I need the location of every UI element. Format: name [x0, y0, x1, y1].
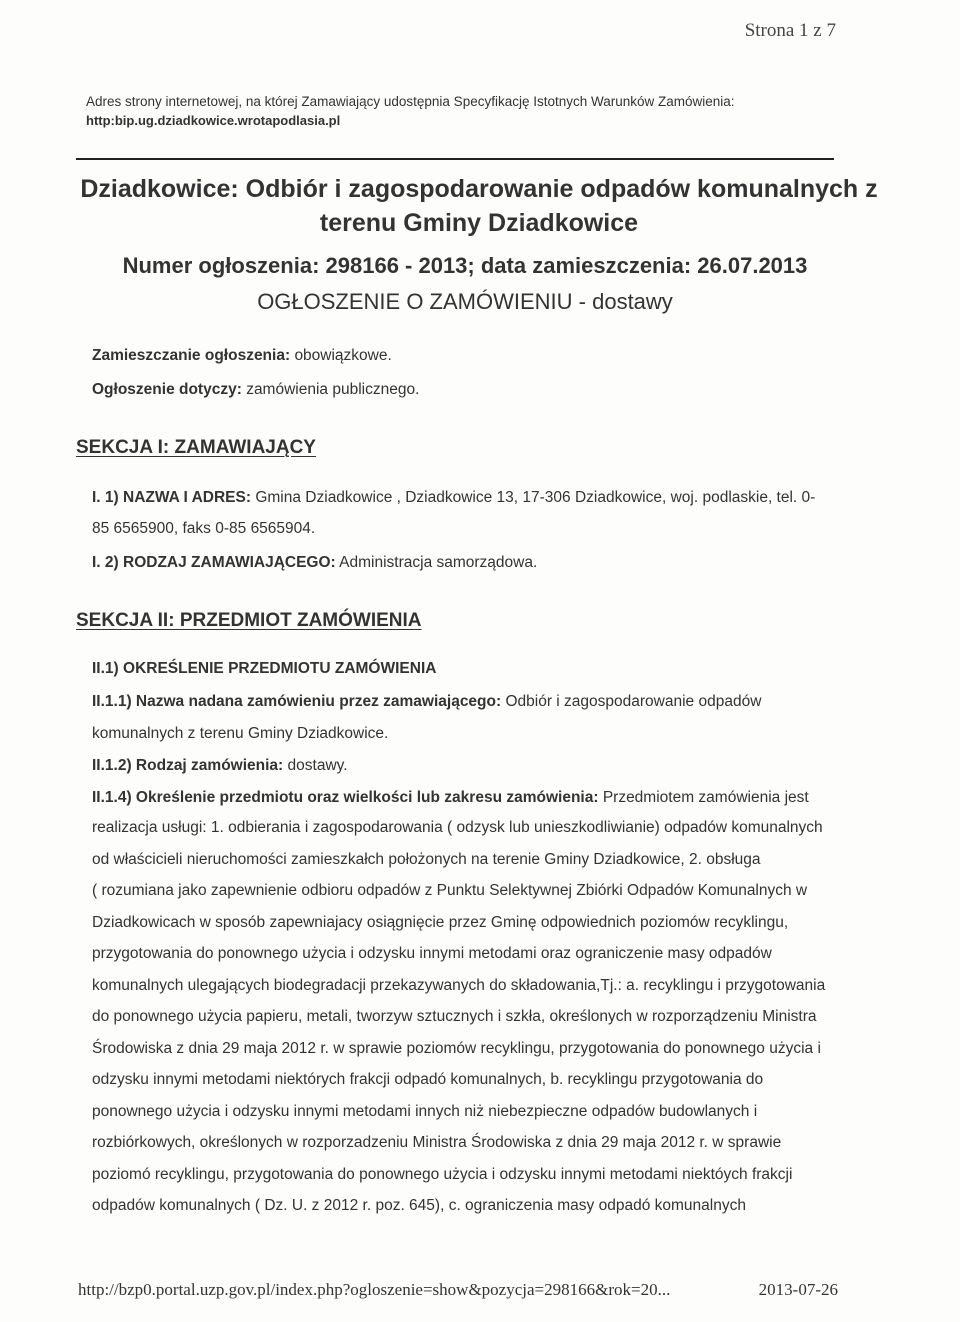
notice-title: Dziadkowice: Odbiór i zagospodarowanie odpadów komunalnych z	[80, 175, 878, 203]
order-name-value: Odbiór i zagospodarowanie odpadów	[505, 693, 762, 710]
scope-line: Środowiska z dnia 29 maja 2012 r. w sprawie poziomów recyklingu, przygotowania do ponownego użycia i	[92, 1039, 821, 1057]
scope-line: komunalnych ulegających biodegradacji przekazywanych do składowania,Tj.: a. recyklingu i przygotowania	[92, 976, 826, 994]
placement-row	[92, 346, 852, 366]
footer-date: 2013-07-26	[758, 1280, 838, 1299]
order-kind-row	[92, 756, 852, 776]
intro-text: Adres strony internetowej, na której Zamawiający udostępnia Specyfikację Istotnych Warunków Zamówienia:	[86, 94, 735, 109]
scope-line: odzysku innymi metodami niektórych frakcji odpadó komunalnych, b. recyklingu przygotowania do	[92, 1071, 764, 1088]
scope-line: poziomó recyklingu, przygotowania do ponownego użycia i odzysku innymi metodami niektóych frakcji	[92, 1165, 793, 1183]
order-scope-paragraph	[92, 812, 852, 1222]
placement-label: Zamieszczanie ogłoszenia:	[92, 347, 291, 364]
address-line2: 85 6565900, faks 0-85 6565904.	[92, 520, 316, 537]
order-name-row	[92, 692, 852, 712]
scope-line: rozbiórkowych, określonych w rozporzadzeniu Ministra Środowiska z dnia 29 maja 2012 r. w sprawie	[92, 1134, 782, 1151]
scope-line: realizacja usługi: 1. odbierania i zagospodarowania ( odzysk lub unieszkodliwianie) odpadów komunalnych	[92, 819, 823, 836]
concerns-label: Ogłoszenie dotyczy:	[92, 381, 242, 398]
notice-type: OGŁOSZENIE O ZAMÓWIENIU - dostawy	[257, 289, 673, 314]
order-scope-label: II.1.4) Określenie przedmiotu oraz wielkości lub zakresu zamówienia:	[92, 789, 599, 806]
order-scope-value: Przedmiotem zamówienia jest	[602, 789, 809, 806]
concerns-value: zamówienia publicznego.	[246, 381, 420, 398]
notice-title-line2: terenu Gminy Dziadkowice	[319, 209, 639, 237]
scope-line: Dziadkowicach w sposób zapewniajacy osiągnięcie przez Gminę odpowiednich poziomów recyklingu,	[92, 913, 789, 931]
subject-subheading: II.1) OKREŚLENIE PRZEDMIOTU ZAMÓWIENIA	[92, 660, 437, 677]
order-kind-value: dostawy.	[287, 757, 348, 774]
authority-type-row	[92, 553, 852, 573]
notice-number: Numer ogłoszenia: 298166 - 2013; data zamieszczenia: 26.07.2013	[122, 253, 808, 278]
concerns-row	[92, 380, 852, 400]
intro-block	[86, 92, 735, 130]
placement-value: obowiązkowe.	[294, 347, 392, 364]
scope-line: przygotowania do ponownego użycia i odzysku innymi metodami oraz ograniczenie masy odpadów	[92, 945, 772, 962]
address-label: I. 1) NAZWA I ADRES:	[92, 489, 252, 506]
divider	[76, 158, 834, 160]
scope-line: ponownego użycia i odzysku innymi metodami innych niż niebezpieczne odpadów budowlanych i	[92, 1102, 758, 1120]
footer-url[interactable]: http://bzp0.portal.uzp.gov.pl/index.php?ogloszenie=show&pozycja=298166&rok=20...	[78, 1280, 671, 1299]
scope-line: do ponownego użycia papieru, metali, tworzyw sztucznych i szkła, określonych w rozporządzeniu Ministra	[92, 1008, 817, 1025]
notice-title-block	[0, 172, 930, 318]
page-footer	[78, 1280, 838, 1300]
scope-line: odpadów komunalnych ( Dz. U. z 2012 r. poz. 645), c. ograniczenia masy odpadó komunalnych	[92, 1197, 746, 1214]
order-name-label: II.1.1) Nazwa nadana zamówieniu przez zamawiającego:	[92, 693, 502, 710]
order-scope-row	[92, 788, 852, 808]
scope-line: od właścicieli nieruchomości zamieszkałch położonych na terenie Gminy Dziadkowice, 2. obsługa	[92, 850, 761, 868]
authority-type-label: I. 2) RODZAJ ZAMAWIAJĄCEGO:	[92, 554, 336, 571]
authority-type-value: Administracja samorządowa.	[339, 554, 538, 571]
scope-line: ( rozumiana jako zapewnienie odbioru odpadów z Punktu Selektywnej Zbiórki Odpadów Komunalnych w	[92, 882, 808, 899]
section-1-heading: SEKCJA I: ZAMAWIAJĄCY	[76, 437, 316, 458]
bip-url[interactable]: http:bip.ug.dziadkowice.wrotapodlasia.pl	[86, 112, 341, 128]
order-name-line2: komunalnych z terenu Gminy Dziadkowice.	[92, 725, 389, 742]
address-value: Gmina Dziadkowice , Dziadkowice 13, 17-306 Dziadkowice, woj. podlaskie, tel. 0-	[255, 489, 816, 506]
section-2-heading: SEKCJA II: PRZEDMIOT ZAMÓWIENIA	[76, 610, 422, 631]
order-kind-label: II.1.2) Rodzaj zamówienia:	[92, 757, 284, 774]
page-counter: Strona 1 z 7	[744, 20, 836, 41]
address-row	[92, 488, 862, 508]
